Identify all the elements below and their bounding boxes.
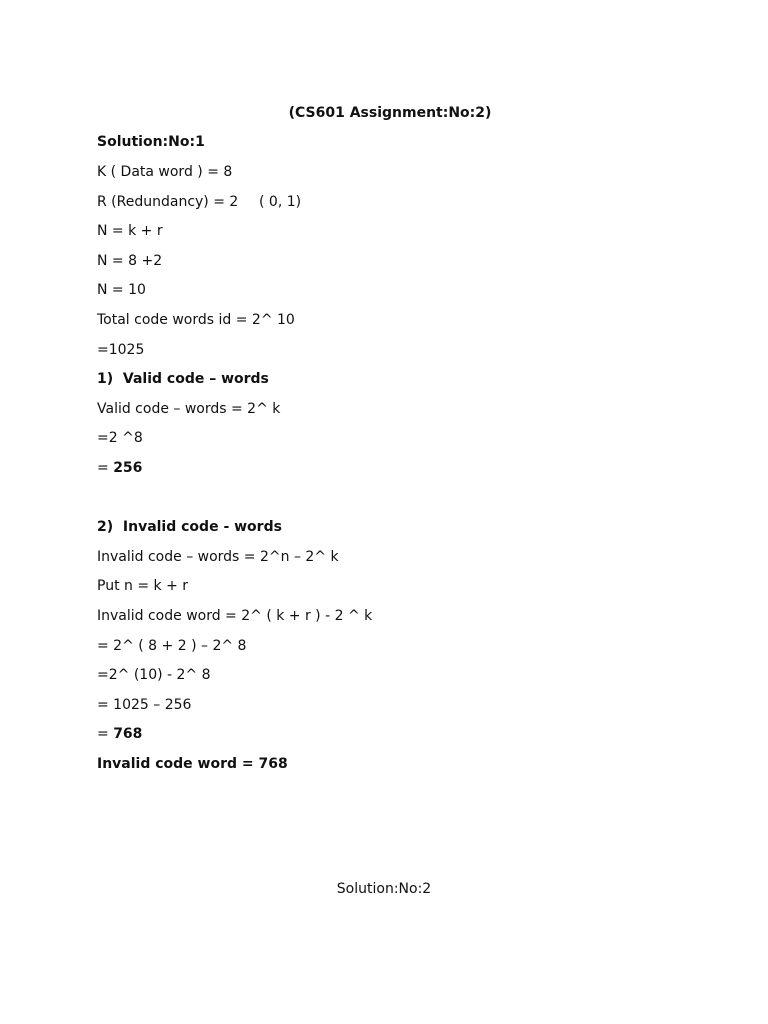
n-formula-line: N = k + r — [97, 223, 163, 239]
valid-code-words-heading: 1) Valid code – words — [97, 371, 269, 387]
total-result-line: =1025 — [97, 342, 145, 358]
valid-formula-line: Valid code – words = 2^ k — [97, 401, 281, 417]
invalid-numeric-line: = 1025 – 256 — [97, 697, 192, 713]
valid-result-prefix: = — [97, 460, 114, 476]
valid-result-line — [97, 459, 142, 477]
invalid-result-line — [97, 725, 142, 743]
solution-2-heading: Solution:No:2 — [336, 881, 432, 897]
invalid-formula-line: Invalid code – words = 2^n – 2^ k — [97, 549, 339, 565]
total-code-words-line: Total code words id = 2^ 10 — [97, 312, 295, 328]
valid-substituted-line: =2 ^8 — [97, 430, 143, 446]
n-result-line: N = 10 — [97, 282, 146, 298]
r-redundancy-line: R (Redundancy) = 2 — [97, 194, 239, 210]
invalid-final-line: Invalid code word = 768 — [97, 756, 288, 772]
solution-1-heading: Solution:No:1 — [97, 134, 205, 150]
invalid-result-prefix: = — [97, 726, 114, 742]
invalid-expanded-line: Invalid code word = 2^ ( k + r ) - 2 ^ k — [97, 608, 373, 624]
valid-result-value: 256 — [113, 460, 143, 476]
r-values-line: ( 0, 1) — [259, 194, 302, 210]
invalid-simplified-line: =2^ (10) - 2^ 8 — [97, 667, 211, 683]
n-substituted-line: N = 8 +2 — [97, 253, 163, 269]
invalid-result-value: 768 — [113, 726, 143, 742]
invalid-code-words-heading: 2) Invalid code - words — [97, 519, 282, 535]
invalid-substituted-line: = 2^ ( 8 + 2 ) – 2^ 8 — [97, 638, 247, 654]
k-data-word-line: K ( Data word ) = 8 — [97, 164, 233, 180]
assignment-header: (CS601 Assignment:No:2) — [288, 105, 492, 121]
put-n-line: Put n = k + r — [97, 578, 189, 594]
